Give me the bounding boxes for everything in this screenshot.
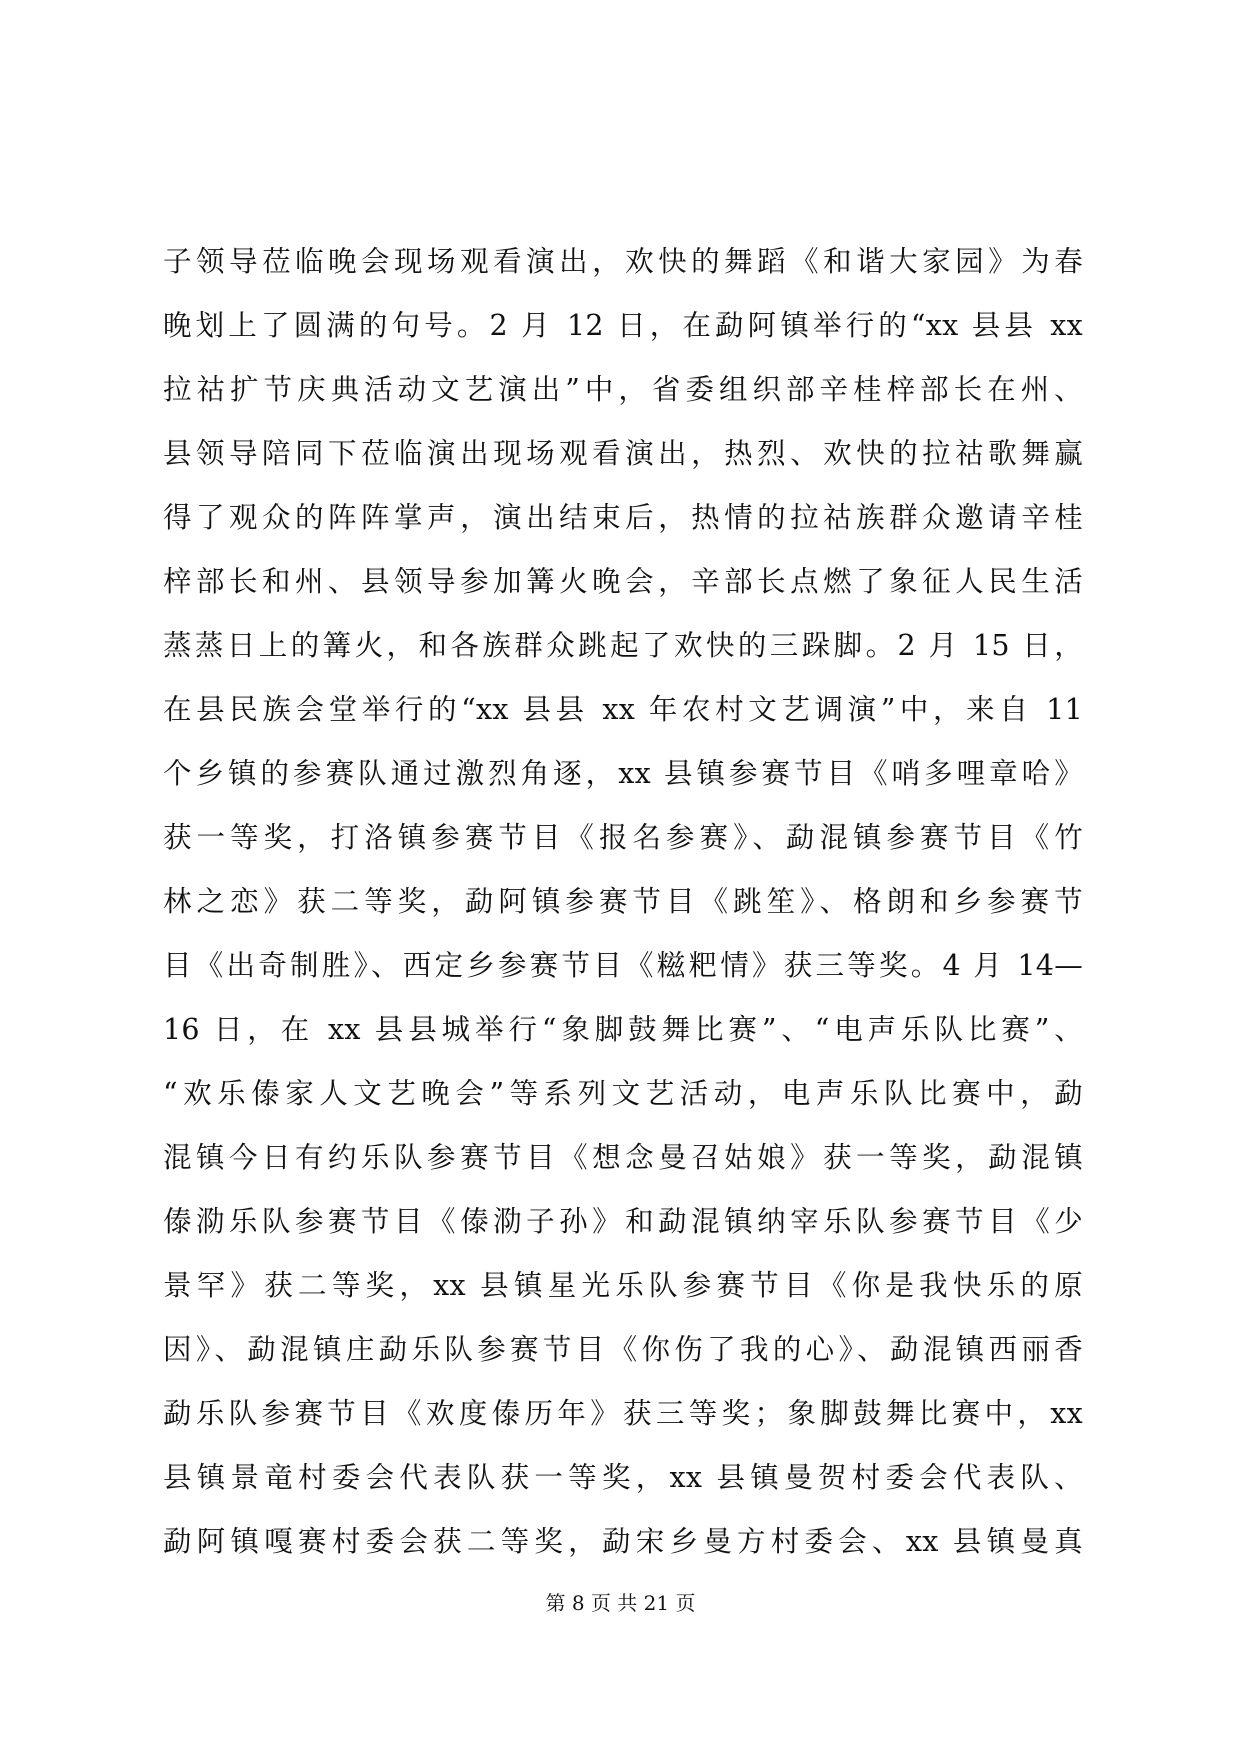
- text-line: 子领导莅临晚会现场观看演出，欢快的舞蹈《和谐大家园》为春: [163, 245, 1083, 278]
- text-line: 因》、勐混镇庄勐乐队参赛节目《你伤了我的心》、勐混镇西丽香: [163, 1333, 1083, 1366]
- text-line: “欢乐傣家人文艺晚会”等系列文艺活动，电声乐队比赛中，勐: [163, 1077, 1083, 1110]
- text-line: 晚划上了圆满的句号。2 月 12 日，在勐阿镇举行的“xx 县县 xx: [163, 309, 1083, 342]
- text-line: 16 日，在 xx 县县城举行“象脚鼓舞比赛”、“电声乐队比赛”、: [163, 1013, 1083, 1046]
- text-line: 景罕》获二等奖，xx 县镇星光乐队参赛节目《你是我快乐的原: [163, 1269, 1083, 1302]
- text-line: 勐乐队参赛节目《欢度傣历年》获三等奖；象脚鼓舞比赛中，xx: [163, 1397, 1083, 1430]
- page-number-footer: 第 8 页 共 21 页: [545, 1591, 696, 1615]
- text-line: 县镇景竜村委会代表队获一等奖，xx 县镇曼贺村委会代表队、: [163, 1461, 1083, 1494]
- text-line: 拉祜扩节庆典活动文艺演出”中，省委组织部辛桂梓部长在州、: [163, 373, 1083, 406]
- text-line: 县领导陪同下莅临演出现场观看演出，热烈、欢快的拉祜歌舞赢: [163, 437, 1083, 470]
- text-line: 得了观众的阵阵掌声，演出结束后，热情的拉祜族群众邀请辛桂: [163, 501, 1083, 534]
- text-line: 勐阿镇嘎赛村委会获二等奖，勐宋乡曼方村委会、xx 县镇曼真: [163, 1525, 1083, 1558]
- text-line: 个乡镇的参赛队通过激烈角逐，xx 县镇参赛节目《哨多哩章哈》: [163, 757, 1083, 790]
- text-line: 林之恋》获二等奖，勐阿镇参赛节目《跳笙》、格朗和乡参赛节: [163, 885, 1083, 918]
- text-line: 目《出奇制胜》、西定乡参赛节目《糍粑情》获三等奖。4 月 14—: [163, 949, 1083, 982]
- text-line: 蒸蒸日上的篝火，和各族群众跳起了欢快的三跺脚。2 月 15 日，: [163, 629, 1083, 662]
- body-text: [163, 230, 1083, 1574]
- text-line: 梓部长和州、县领导参加篝火晚会，辛部长点燃了象征人民生活: [163, 565, 1083, 598]
- text-line: 混镇今日有约乐队参赛节目《想念曼召姑娘》获一等奖，勐混镇: [163, 1141, 1083, 1174]
- text-line: 傣泐乐队参赛节目《傣泐子孙》和勐混镇纳宰乐队参赛节目《少: [163, 1205, 1083, 1238]
- text-line: 在县民族会堂举行的“xx 县县 xx 年农村文艺调演”中，来自 11: [163, 693, 1083, 726]
- text-line: 获一等奖，打洛镇参赛节目《报名参赛》、勐混镇参赛节目《竹: [163, 821, 1083, 854]
